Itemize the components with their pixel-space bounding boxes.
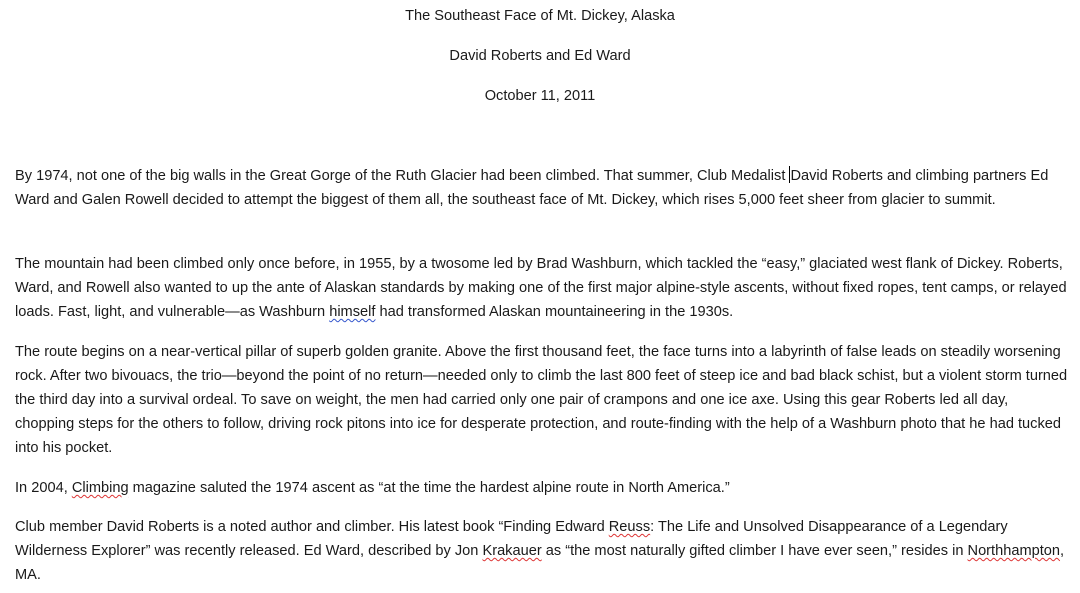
paragraph-5-text-c: as “the most naturally gifted climber I have ever seen,” resides in bbox=[541, 543, 968, 559]
paragraph-1-text-b: David Roberts and climbing partners Ed Ward and Galen Rowell decided to attempt the biggest of them all, the southeast face of Mt. Dickey, which rises 5,000 feet sheer from glacier to summit. bbox=[15, 168, 1049, 208]
paragraph-5-text-d: , MA. bbox=[15, 543, 1065, 583]
paragraph-2-text-a: The mountain had been climbed only once before, in 1955, by a twosome led by Brad Washburn, which tackled the “easy,” glaciated west flank of Dickey. Roberts, Ward, and Rowell also wanted to up the ante of Alaskan standards by making one of the first major alpine-style ascents, without fixed ropes, tent camps, or relayed loads. Fast, light, and vulnerable—as Washburn bbox=[15, 256, 1067, 320]
paragraph-2-text-b: had transformed Alaskan mountaineering in the 1930s. bbox=[375, 304, 734, 320]
paragraph-1[interactable] bbox=[15, 164, 1069, 212]
spelling-flag-word[interactable]: Reuss bbox=[608, 519, 651, 535]
paragraph-3[interactable]: The route begins on a near-vertical pillar of superb golden granite. Above the first thousand feet, the face turns into a labyrinth of false leads on steadily worsening rock. After two bivouacs, the trio—beyond the point of no return—needed only to climb the last 800 feet of steep ice and bad black schist, but a violent storm turned the third day into a survival ordeal. To save on weight, the men had carried only one pair of crampons and one ice axe. Using this gear Roberts led all day, chopping steps for the others to follow, driving rock pitons into ice for desperate protection, and route-finding with the help of a Washburn photo that he had tucked into his pocket. bbox=[15, 344, 1068, 456]
paragraph-5-text-b: : The Life and Unsolved Disappearance of a Legendary Wilderness Explorer” was recently released. Ed Ward, described by Jon bbox=[15, 519, 1008, 559]
paragraph-4-text-a: In 2004, bbox=[15, 480, 72, 496]
paragraph-5-text-a: Club member David Roberts is a noted author and climber. His latest book “Finding Edward bbox=[15, 519, 609, 535]
paragraph-2[interactable] bbox=[15, 252, 1069, 324]
spelling-flag-word[interactable]: Northhampton bbox=[967, 543, 1061, 559]
spelling-flag-word[interactable]: Krakauer bbox=[482, 543, 542, 559]
paragraph-1-text-a: By 1974, not one of the big walls in the Great Gorge of the Ruth Glacier had been climbed. That summer, Club Medalist bbox=[15, 168, 790, 184]
spelling-flag-word[interactable]: Climbing bbox=[71, 480, 129, 496]
document-date: October 11, 2011 bbox=[484, 88, 596, 104]
paragraph-4-text-b: magazine saluted the 1974 ascent as “at the time the hardest alpine route in North America.” bbox=[128, 480, 730, 496]
paragraph-4[interactable] bbox=[15, 476, 1069, 500]
grammar-flag-word[interactable]: himself bbox=[329, 304, 376, 320]
document-title: The Southeast Face of Mt. Dickey, Alaska bbox=[405, 8, 675, 24]
document-authors: David Roberts and Ed Ward bbox=[449, 48, 631, 64]
paragraph-5[interactable] bbox=[15, 515, 1069, 587]
